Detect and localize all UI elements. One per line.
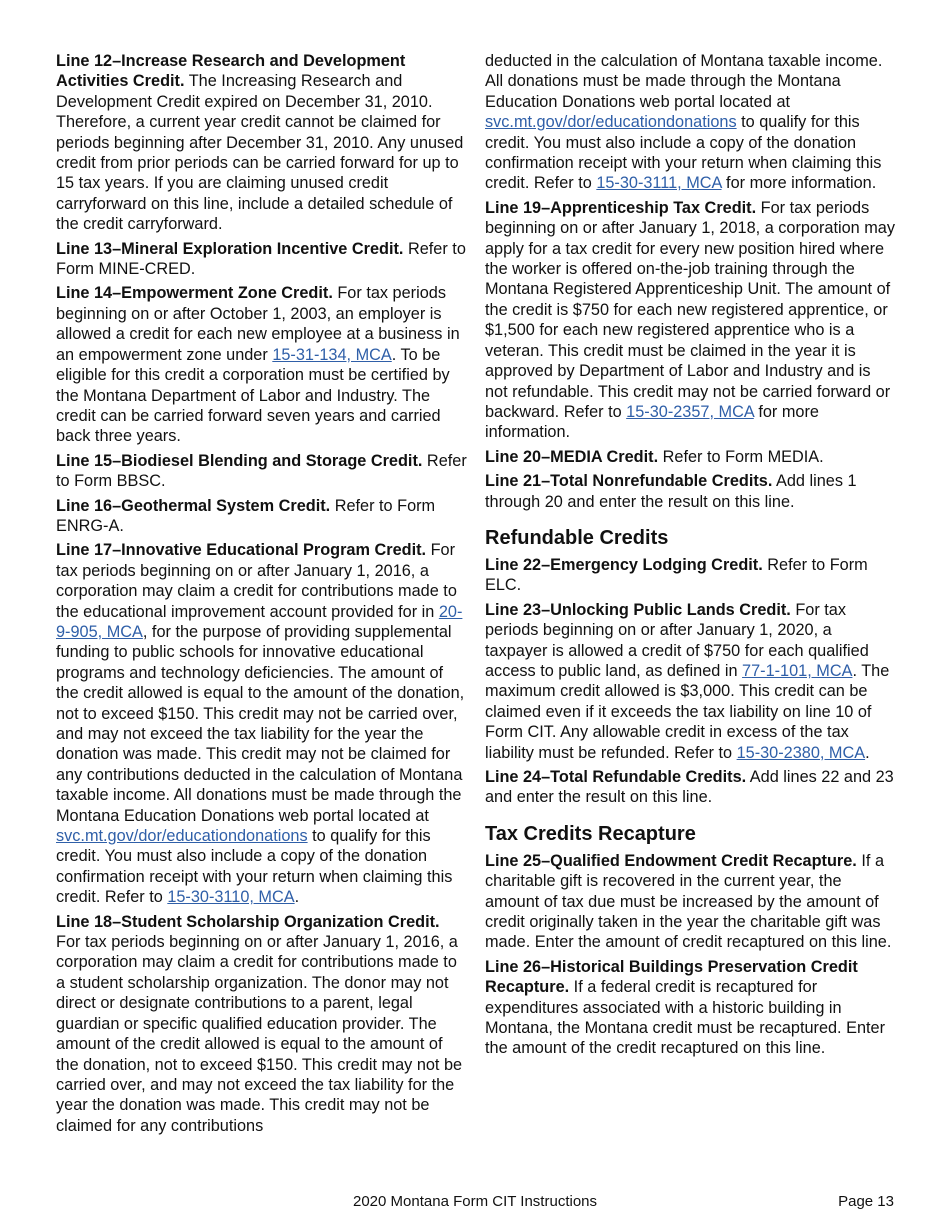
paragraph-text: For tax periods beginning on or after January 1, 2016, a corporation may claim a credit for contributions made to the educational improvement account provided for in xyxy=(56,541,457,621)
line-heading: Line 18–Student Scholarship Organization Credit. xyxy=(56,912,440,931)
paragraph-text: , for the purpose of providing supplemental funding to public schools for innovative educational programs and technology deficiencies. The amount of the credit allowed is equal to the amount of the donation, not to exceed $150. This credit may not be carried over, and may not exceed the tax liability for the year the donation was made. This credit may not be claimed for any contributions deducted in the calculation of Montana taxable income. All donations must be made through the Montana Education Donations web portal located at xyxy=(56,622,465,825)
line-heading: Line 20–MEDIA Credit. xyxy=(485,447,659,466)
paragraph-text: for more information. xyxy=(721,174,877,193)
right-column xyxy=(485,51,897,1063)
reference-link[interactable]: 15-30-2380, MCA xyxy=(736,743,866,762)
paragraph xyxy=(485,198,897,443)
paragraph xyxy=(56,239,468,280)
line-heading: Line 16–Geothermal System Credit. xyxy=(56,496,331,515)
paragraph-text: deducted in the calculation of Montana taxable income. All donations must be made through the Montana Education Donations web portal located at xyxy=(485,52,883,111)
paragraph-text: For tax periods beginning on or after January 1, 2020, a taxpayer is allowed a credit of $750 for each qualified access to public land, as defined in xyxy=(485,600,869,680)
reference-link[interactable]: 15-30-2357, MCA xyxy=(626,402,754,421)
paragraph xyxy=(485,767,897,808)
paragraph-text: Refer to Form ENRG-A. xyxy=(56,496,436,535)
footer-title: 2020 Montana Form CIT Instructions xyxy=(353,1193,597,1210)
line-heading: Line 25–Qualified Endowment Credit Recapture. xyxy=(485,851,857,870)
section-heading: Tax Credits Recapture xyxy=(485,822,696,845)
reference-link[interactable]: 15-30-3110, MCA xyxy=(167,888,295,907)
line-heading: Line 15–Biodiesel Blending and Storage Credit. xyxy=(56,451,423,470)
paragraph xyxy=(56,451,468,492)
reference-link[interactable]: svc.mt.gov/dor/educationdonations xyxy=(485,113,737,132)
reference-link[interactable]: 15-30-3111, MCA xyxy=(596,174,722,193)
paragraph-text: Refer to Form ELC. xyxy=(485,555,868,595)
paragraph xyxy=(485,447,897,467)
reference-link[interactable]: 15-31-134, MCA xyxy=(272,345,392,364)
paragraph-text: For tax periods beginning on or after October 1, 2003, an employer is allowed a credit for each new employee at a business in an empowerment zone under xyxy=(56,284,460,364)
line-heading: Line 26–Historical Buildings Preservation Credit Recapture. xyxy=(485,957,858,997)
paragraph-text: Add lines 22 and 23 and enter the result on this line. xyxy=(485,768,894,807)
section-heading: Refundable Credits xyxy=(485,526,669,549)
paragraph-text: The Increasing Research and Development Credit expired on December 31, 2010. Therefore, a current year credit cannot be claimed for periods beginning after December 31, 2010. Any unused credit from prior periods can be carried forward for up to 15 tax years. If you are claiming unused credit carryforward on this line, include a detailed schedule of the credit carryforward. xyxy=(56,72,464,234)
paragraph-text: to qualify for this credit. You must also include a copy of the donation confirmation receipt with your return when claiming this credit. Refer to xyxy=(485,113,882,193)
paragraph-text: for more information. xyxy=(485,402,819,442)
paragraph-text: Refer to Form MEDIA. xyxy=(658,447,824,466)
paragraph-text: If a charitable gift is recovered in the current year, the amount of tax due must be increased by the amount of credit originally taken in the year the charitable gift was made. Enter the amount of credit recaptured on this line. xyxy=(485,851,892,952)
reference-link[interactable]: 77-1-101, MCA xyxy=(742,661,853,680)
line-heading: Line 12–Increase Research and Development Activities Credit. xyxy=(56,52,406,91)
line-heading: Line 19–Apprenticeship Tax Credit. xyxy=(485,198,757,217)
line-heading: Line 17–Innovative Educational Program Credit. xyxy=(56,541,427,560)
left-column xyxy=(56,51,468,1140)
paragraph-text: . xyxy=(865,743,870,762)
paragraph xyxy=(485,957,897,1059)
paragraph-text: For tax periods beginning on or after January 1, 2018, a corporation may apply for a tax credit for every new position hired where the worker is offered on-the-job training through the Montana Registered Apprenticeship Unit. The amount of the credit is $750 for each new registered apprentice, or $1,500 for each new registered apprentice who is a veteran. This credit must be claimed in the year it is approved by Department of Labor and Industry and is not refundable. This credit may not be carried forward or backward. Refer to xyxy=(485,198,896,421)
paragraph xyxy=(485,471,897,512)
paragraph xyxy=(56,283,468,446)
page-footer xyxy=(0,1192,950,1214)
line-heading: Line 22–Emergency Lodging Credit. xyxy=(485,555,763,574)
line-heading: Line 24–Total Refundable Credits. xyxy=(485,768,747,786)
line-heading: Line 14–Empowerment Zone Credit. xyxy=(56,284,333,303)
paragraph-text: . The maximum credit allowed is $3,000. This credit can be claimed even if it exceeds the tax liability on line 10 of Form CIT. Any allowable credit in excess of the tax liability must be refunded. Refer to xyxy=(485,661,890,762)
line-heading: Line 21–Total Nonrefundable Credits. xyxy=(485,472,773,491)
paragraph-text: For tax periods beginning on or after January 1, 2016, a corporation may claim a credit for contributions made to a student scholarship organization. The donor may not direct or designate contributions to a parent, legal guardian or specific qualified education provider. The amount of the credit allowed is equal to the amount of the donation, not to exceed $150. This credit may not be carried over, and may not exceed the tax liability for the year the donation was made. This credit may not be claimed for any contributions xyxy=(56,933,463,1135)
paragraph-text: Refer to Form MINE-CRED. xyxy=(56,239,466,279)
paragraph xyxy=(485,600,897,763)
reference-link[interactable]: 20-9-905, MCA xyxy=(56,602,463,641)
paragraph xyxy=(56,540,468,907)
reference-link[interactable]: svc.mt.gov/dor/educationdonations xyxy=(56,827,308,846)
paragraph xyxy=(56,912,468,1136)
line-heading: Line 13–Mineral Exploration Incentive Credit. xyxy=(56,239,404,258)
paragraph xyxy=(485,851,897,953)
paragraph xyxy=(485,555,897,596)
paragraph xyxy=(485,51,897,194)
line-heading: Line 23–Unlocking Public Lands Credit. xyxy=(485,600,791,619)
paragraph-text: . xyxy=(294,888,300,907)
page-number: Page 13 xyxy=(838,1193,894,1210)
paragraph-text: Refer to Form BBSC. xyxy=(56,451,467,491)
paragraph xyxy=(56,496,468,537)
paragraph-text: . To be eligible for this credit a corporation must be certified by the Montana Department of Labor and Industry. The credit can be carried forward seven years and carried back three years. xyxy=(56,345,450,446)
paragraph-text: If a federal credit is recaptured for expenditures associated with a historic building in Montana, the Montana credit must be recaptured. Enter the amount of the credit recaptured on this line. xyxy=(485,978,886,1058)
paragraph xyxy=(56,51,468,235)
paragraph-text: to qualify for this credit. You must also include a copy of the donation confirmation receipt with your return when claiming this credit. Refer to xyxy=(56,827,453,907)
paragraph-text: Add lines 1 through 20 and enter the result on this line. xyxy=(485,472,857,511)
